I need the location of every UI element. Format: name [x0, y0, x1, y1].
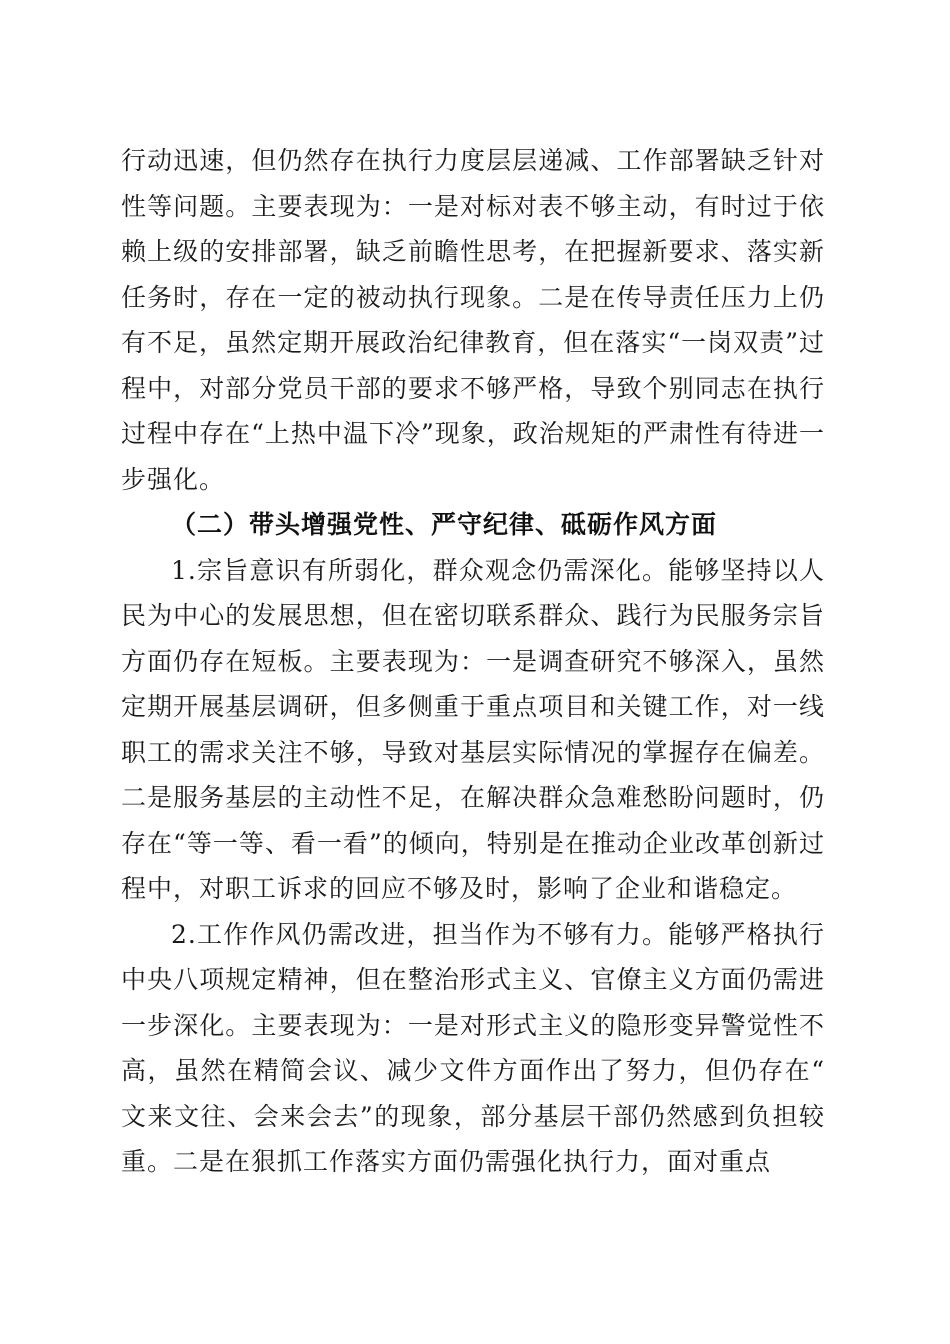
paragraph-item-2: 2.工作作风仍需改进，担当作为不够有力。能够严格执行中央八项规定精神，但在整治形式主义、官僚主义方面仍需进一步深化。主要表现为：一是对形式主义的隐形变异警觉性不高，虽然在精简会议、减少文件方面作出了努力，但仍存在“文来文往、会来会去”的现象，部分基层干部仍然感到负担较重。二是在狠抓工作落实方面仍需强化执行力，面对重点	[121, 919, 825, 1176]
paragraph-continuation: 行动迅速，但仍然存在执行力度层层递减、工作部署缺乏针对性等问题。主要表现为：一是对标对表不够主动，有时过于依赖上级的安排部署，缺乏前瞻性思考，在把握新要求、落实新任务时，存在一定的被动执行现象。二是在传导责任压力上仍有不足，虽然定期开展政治纪律教育，但在落实“一岗双责”过程中，对部分党员干部的要求不够严格，导致个别同志在执行过程中存在“上热中温下冷”现象，政治规矩的严肃性有待进一步强化。	[121, 146, 825, 494]
document-body	[121, 138, 825, 1185]
paragraph-item-1: 1.宗旨意识有所弱化，群众观念仍需深化。能够坚持以人民为中心的发展思想，但在密切联系群众、践行为民服务宗旨方面仍存在短板。主要表现为：一是调查研究不够深入，虽然定期开展基层调研，但多侧重于重点项目和关键工作，对一线职工的需求关注不够，导致对基层实际情况的掌握存在偏差。二是服务基层的主动性不足，在解决群众急难愁盼问题时，仍存在“等一等、看一看”的倾向，特别是在推动企业改革创新过程中，对职工诉求的回应不够及时，影响了企业和谐稳定。	[121, 555, 825, 903]
section-heading: （二）带头增强党性、严守纪律、砥砺作风方面	[171, 510, 718, 539]
